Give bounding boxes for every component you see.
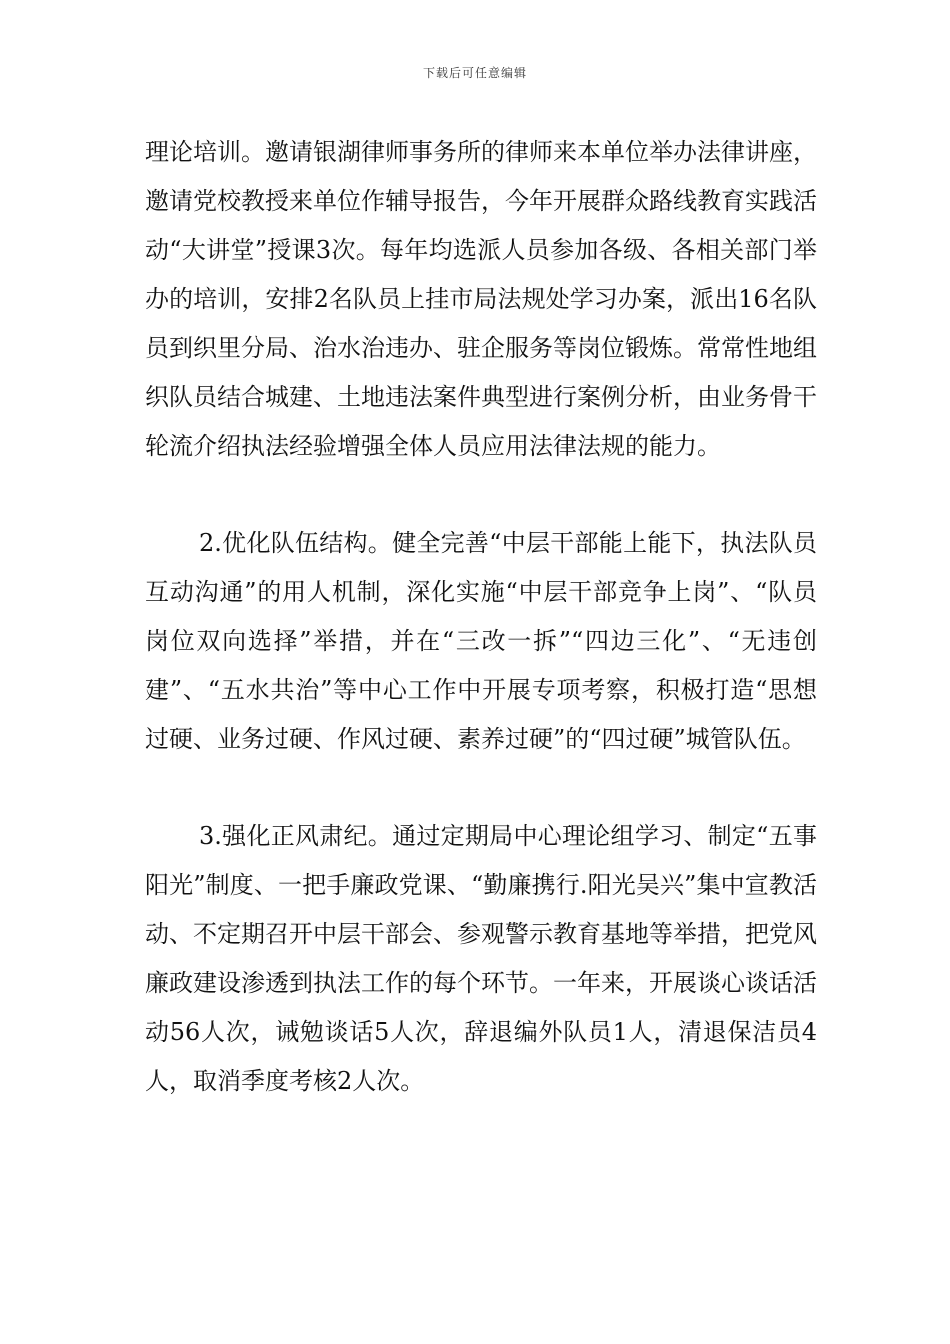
- paragraph-training: 理论培训。邀请银湖律师事务所的律师来本单位举办法律讲座，邀请党校教授来单位作辅导报告，今年开展群众路线教育实践活动“大讲堂”授课3次。每年均选派人员参加各级、各相关部门举办的培训，安排2名队员上挂市局法规处学习办案，派出16名队员到织里分局、治水治违办、驻企服务等岗位锻炼。常常性地组织队员结合城建、土地违法案件典型进行案例分析，由业务骨干轮流介绍执法经验增强全体人员应用法律法规的能力。: [145, 138, 817, 460]
- page-header-note: 下载后可任意编辑: [422, 66, 527, 80]
- paragraph-gap: [145, 471, 817, 519]
- paragraph-team-structure: 2.优化队伍结构。健全完善“中层干部能上能下，执法队员互动沟通”的用人机制，深化实施“中层干部竞争上岗”、“队员岗位双向选择”举措，并在“三改一拆”“四边三化”、“无违创建”、“五水共治”等中心工作中开展专项考察，积极打造“思想过硬、业务过硬、作风过硬、素养过硬”的“四过硬”城管队伍。: [145, 529, 817, 753]
- paragraph-discipline: 3.强化正风肃纪。通过定期局中心理论组学习、制定“五事阳光”制度、一把手廉政党课、“勤廉携行.阳光吴兴”集中宣教活动、不定期召开中层干部会、参观警示教育基地等举措，把党风廉政建设渗透到执法工作的每个环节。一年来，开展谈心谈话活动56人次，诫勉谈话5人次，辞退编外队员1人，清退保洁员4人，取消季度考核2人次。: [145, 822, 817, 1095]
- paragraph-gap: [145, 764, 817, 812]
- document-body: [145, 128, 817, 1106]
